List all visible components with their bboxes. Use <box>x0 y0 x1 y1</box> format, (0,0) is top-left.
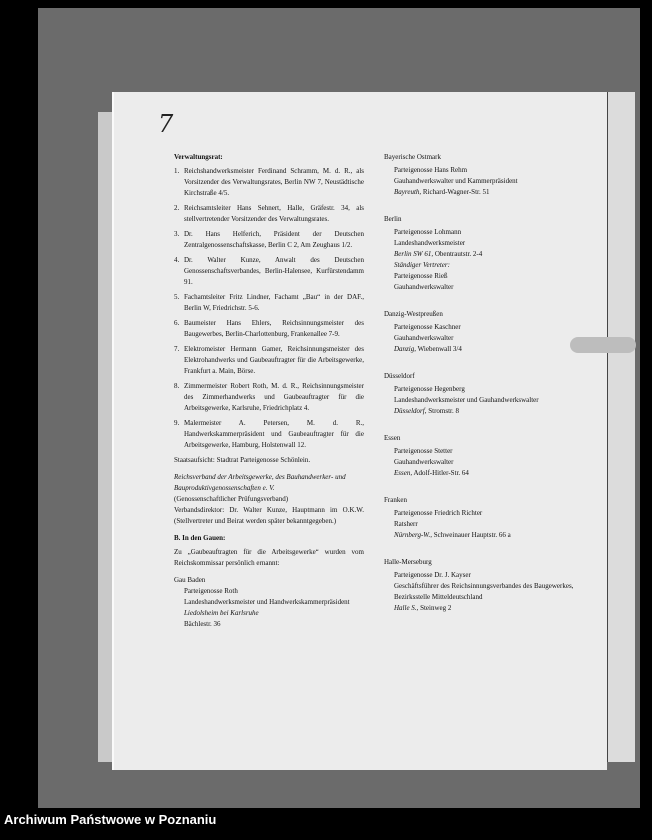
region-line: Parteigenosse Hans Rehm <box>394 166 468 174</box>
region-name: Berlin <box>384 215 402 223</box>
region-place: Liedolsheim bei Karlsruhe <box>184 609 259 617</box>
region-name: Danzig-Westpreußen <box>384 310 443 318</box>
member-number: 7. <box>174 345 180 353</box>
document-page <box>112 92 607 770</box>
region-line: Gauhandwerkswalter <box>394 334 454 342</box>
region-address <box>384 344 589 355</box>
region-block <box>384 152 589 198</box>
region-address <box>384 530 589 541</box>
region-name: Düsseldorf <box>384 372 415 380</box>
region-block <box>384 495 589 541</box>
region-name: Essen <box>384 434 401 442</box>
member-text: Malermeister A. Petersen, M. d. R., Handwerkskammerpräsident und Gaubeauftragter für die Arbeitsgewerke, Hamburg, Holstenwall 12. <box>184 419 364 449</box>
member-entry <box>174 229 364 251</box>
member-entry <box>174 344 364 377</box>
member-number: 1. <box>174 167 180 175</box>
region-line: Parteigenosse Dr. J. Kayser <box>394 571 471 579</box>
region-place: Halle S., <box>394 604 419 612</box>
members-list <box>174 166 364 451</box>
member-number: 6. <box>174 319 180 327</box>
member-entry <box>174 166 364 199</box>
member-entry <box>174 418 364 451</box>
stain-mark <box>570 337 636 353</box>
region-street: Richard-Wagner-Str. 51 <box>422 188 490 196</box>
member-number: 4. <box>174 256 180 264</box>
region-line: Parteigenosse Hegenberg <box>394 385 465 393</box>
member-text: Elektromeister Hermann Gamer, Reichsinnungsmeister des Elektrohandwerks und Gaubeauftragter für die Arbeitsgewerke, Frankfurt a. Main, Börse. <box>184 345 364 375</box>
paper-edge-left <box>98 112 112 762</box>
region-street: Bächlestr. 36 <box>184 620 221 628</box>
region-line: Geschäftsführer des Reichsinnungsverbandes des Baugewerkes, Bezirksstelle Mitteldeutschland <box>394 582 574 601</box>
gau-baden <box>174 575 364 630</box>
region-line: Landeshandwerksmeister <box>394 239 466 247</box>
member-number: 2. <box>174 204 180 212</box>
region-line: Gauhandwerkswalter <box>394 458 454 466</box>
member-entry <box>174 255 364 288</box>
region-line: Landeshandwerksmeister und Gauhandwerkswalter <box>394 396 539 404</box>
region-block <box>384 214 589 293</box>
left-column <box>174 152 364 630</box>
member-text: Baumeister Hans Ehlers, Reichsinnungsmeister des Baugewerbes, Berlin-Charlottenburg, Frankenallee 7-9. <box>184 319 364 338</box>
region-block <box>384 371 589 417</box>
region-extra-line: Parteigenosse Rieß <box>394 272 448 280</box>
region-place: Berlin SW 61, <box>394 250 434 258</box>
member-number: 3. <box>174 230 180 238</box>
region-line: Ratsherr <box>394 520 418 528</box>
region-place: Bayreuth, <box>394 188 422 196</box>
member-text: Fachamtsleiter Fritz Lindner, Fachamt „Bau“ in der DAF., Berlin W, Friedrichstr. 5-6. <box>184 293 364 312</box>
verbandsdirektor-text: Verbandsdirektor: Dr. Walter Kunze, Hauptmann im O.K.W. (Stellvertreter und Beirat werden später bekanntgegeben.) <box>174 506 364 525</box>
region-place: Essen, <box>394 469 413 477</box>
region-street: Obentrautstr. 2-4 <box>434 250 483 258</box>
region-street: Adolf-Hitler-Str. 64 <box>413 469 469 477</box>
staatsaufsicht-text: Staatsaufsicht: Stadtrat Parteigenosse Schönlein. <box>174 456 311 464</box>
region-line: Parteigenosse Stetter <box>394 447 453 455</box>
region-place: Düsseldorf, <box>394 407 427 415</box>
region-address <box>384 406 589 417</box>
paper-edge-right <box>605 92 635 762</box>
region-block <box>384 557 589 614</box>
member-text: Dr. Hans Helferich, Präsident der Deutschen Zentralgenossenschaftskasse, Berlin C 2, Am Zeughaus 1/2. <box>184 230 364 249</box>
region-line: Parteigenosse Roth <box>184 587 238 595</box>
member-text: Reichsamtsleiter Hans Sehnert, Halle, Gräfestr. 34, als stellvertretender Vorsitzender des Verwaltungsrates. <box>184 204 364 223</box>
member-entry <box>174 203 364 225</box>
region-line: Gauhandwerkswalter und Kammerpräsident <box>394 177 518 185</box>
region-line: Parteigenosse Friedrich Richter <box>394 509 483 517</box>
member-entry <box>174 292 364 314</box>
region-street: Steinweg 2 <box>420 604 452 612</box>
region-name: Bayerische Ostmark <box>384 153 441 161</box>
reichsverband-title: Reichsverband der Arbeitsgewerke, des Bauhandwerker- und Bauproduktivgenossenschaften e. V. <box>174 473 346 492</box>
region-address <box>384 249 589 260</box>
verwaltungsrat-heading: Verwaltungsrat: <box>174 153 223 161</box>
region-block <box>384 433 589 479</box>
region-name: Gau Baden <box>174 576 206 584</box>
member-number: 9. <box>174 419 180 427</box>
region-address <box>384 468 589 479</box>
region-block <box>384 309 589 355</box>
region-address <box>384 187 589 198</box>
region-street: Wiebenwall 3/4 <box>417 345 462 353</box>
region-line: Landeshandwerksmeister und Handwerkskammerpräsident <box>184 598 350 606</box>
member-number: 8. <box>174 382 180 390</box>
region-street: Stromstr. 8 <box>428 407 459 415</box>
gauen-heading: B. In den Gauen: <box>174 534 226 542</box>
region-street: Schweinauer Hauptstr. 66 a <box>433 531 511 539</box>
pruefungsverband-text: (Genossenschaftlicher Prüfungsverband) <box>174 495 289 503</box>
region-name: Franken <box>384 496 407 504</box>
region-line: Parteigenosse Lohmann <box>394 228 462 236</box>
member-number: 5. <box>174 293 180 301</box>
member-text: Reichshandwerksmeister Ferdinand Schramm, M. d. R., als Vorsitzender des Verwaltungsrates, Berlin NW 7, Neustädtische Kirchstraße 4/5. <box>184 167 364 197</box>
region-address <box>384 603 589 614</box>
right-column <box>384 152 589 630</box>
region-place: Danzig, <box>394 345 416 353</box>
region-extra-line: Ständiger Vertreter: <box>394 261 450 269</box>
archive-footer: Archiwum Państwowe w Poznaniu <box>4 812 217 827</box>
region-name: Halle-Merseburg <box>384 558 432 566</box>
region-place: Nürnberg-W., <box>394 531 432 539</box>
member-entry <box>174 318 364 340</box>
gauen-intro: Zu „Gaubeauftragten für die Arbeitsgewerke“ wurden vom Reichskommissar persönlich ernannt: <box>174 548 364 567</box>
page-number: 7 <box>158 110 174 138</box>
member-text: Dr. Walter Kunze, Anwalt des Deutschen Genossenschaftsverbandes, Berlin-Halensee, Kurfürstendamm 91. <box>184 256 364 286</box>
member-text: Zimmermeister Robert Roth, M. d. R., Reichsinnungsmeister des Zimmerhandwerks und Gaubeauftragter für die Arbeitsgewerke, Karlsruhe, Friedrichplatz 4. <box>184 382 364 412</box>
region-line: Parteigenosse Kaschner <box>394 323 461 331</box>
region-extra-line: Gauhandwerkswalter <box>394 283 454 291</box>
member-entry <box>174 381 364 414</box>
